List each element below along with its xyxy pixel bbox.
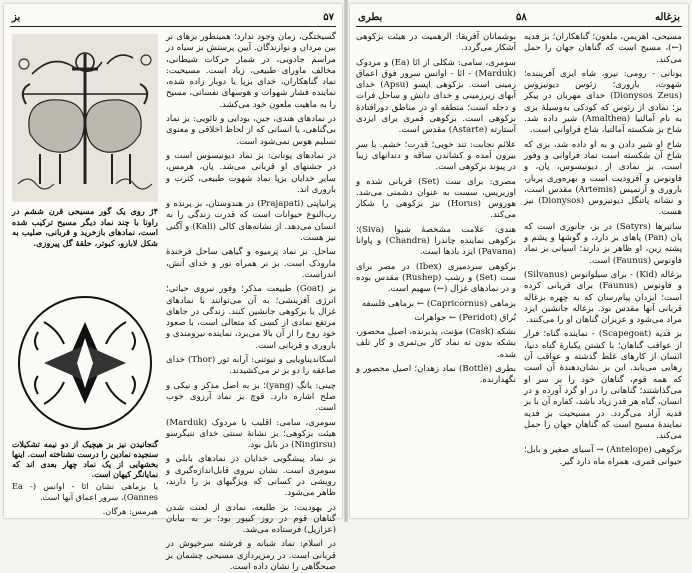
right-page [350, 4, 688, 518]
right-header-left-word: بطری [358, 12, 383, 23]
right-page-header [356, 12, 682, 27]
left-header-word: بز [12, 12, 21, 23]
left-col-paragraph: در اسلام: نماد شبانه و فرشته سرخپوش در قربانی است. در رمزپردازی مسیحی چشمان بز صبحگاهی را نشان داده است. [166, 539, 336, 573]
right-col-paragraph: شاخ او شیر دادن و به او داده شد، بزی که شاخ آن شکسته است نماد فراوانی و وفور است، بز نمادی از دیونیسوس، پان، و فاونوس و آفرودیت است و بهره‌وری پربار، باروری و آرتمیس (Artemis) مقدس است، و نشانه پاتنگل دیونیزوس (Dionysos) نیز هست. [524, 139, 682, 218]
left-col-paragraph: در یهودیت: بز طلیعه، نمادی از لعنت شدن گناهان قوم در روز کیپور بود؛ بز به بیابان (عزازیل) فرستاده می‌شد. [166, 502, 336, 536]
zodiac-line: بزماهی (Capricornus) ← بزماهی فلسفه [361, 298, 516, 309]
left-col-paragraph: مصری: برای ست (Set) قربانی شده و اوزیریس، سست به عنوان دشمنی می‌شد. هوروس (Horus) نیز بزکوهی را شکار می‌کند. [356, 176, 516, 221]
ea-oannes-figure [14, 292, 156, 434]
figure2-caption: گنجانیدن نیز بز هیچیک از دو نیمه تشکیلات سنجیده نمادین را درست نشناخته است. اینها بخشهایی از یک نماد چهار بعدی اند که نمایانگر کیهان است. [12, 440, 158, 479]
left-col-paragraph: گسیختگی، زمان وجود ندارد؛ همینطور بزهای نر بین مردان و نوازندگان. آیین پرستش بز سیاه در مراسم جادویی، در شمار حرکات شیطانی، مخالف ماورای طبیعی، زیاد است. مسیحیت: نماد گناهکاران، خدای بزپا یا دوبار زاده شده، نماینده فشار شهوات و هوسهای نفسانی، مسیح را به ماهیت ملعون خود می‌کشد. [166, 32, 336, 110]
left-col-paragraph: بز نماد پیشگویی خدایان در نمادهای بابلی و سومری است. نشان نیروی قابل‌اندازه‌گیری و رویشی در کسانی که ویژگیهای بز را دارند، ظاهر می‌شود. [166, 454, 336, 499]
left-col-paragraph: سومری، سامی: شکلی از ائا (Ea) و مردوک (Marduk) - ائا - اوانس سرور فوق اعماق زمینی است. بزکوهی اپسو (Apsu) خدای آبهای زیرزمینی و خدای دانش و ساحل فرات و دجله است؛ منطقه او در مناطق دورافتادهٔ بزکوهی است. بزکوهی قمری برای ایزدی آستارته (Astarte) مقدس است. [356, 57, 516, 136]
right-page-number: ۵۸ [516, 12, 527, 23]
figure1-caption: ۴ژ روی یک گور مسیحی قرن ششم در راونا با چند نماد دیگر مسیح ترکیب شده است، نمادهای بازخرید و قربانی، صلیب به شکل لابارو، کبوتر، حلقهٔ گل پیروزی. [12, 206, 158, 248]
scapegoat-entry: بز فدیه (Scapegoat) - نماینده گناه؛ فرار از عواقب گناهان؛ با کشتن یکبارهٔ گناه دنیا، انسان از کارهای غلط گذشته و عواقب آن رهایی می‌یابد. این بز نشان‌دهندهٔ آن است که همه قوم، گناهان خود را بر سر او می‌گذاشتند؛ گناهانی را در او گرد آورده و در انسان، گناه هر قدر زیاد باشد، کفاره آن با بز فدیه آزاد می‌گردد. در مسیحیت بز فدیه نمایندهٔ مسیح است که گناهان جهان را حمل می‌کند. [524, 329, 682, 442]
kid-entry: بزغاله (Kid) - برای سیلوانوس (Silvanus) و فاونوس (Faunus) برای قربانی کرده است؛ ایزدان پیام‌رسان که به چهره بزغاله قربانی آنها مقدس بود. بزغاله جانشین ایزد مراد می‌شود و عزیزان گناهان او را می‌کنند. [524, 269, 682, 326]
left-col-paragraph: بز (Goat) طبیعت مذکر؛ وفور نیروی حیاتی؛ انرژی آفرینشی؛ به آن می‌توانند با نمادهای غزال یا بزکوهی جانشین کنند. زندگی در جاهای مرتفع نمادی از کسی که متعالی است، با صعود خود روح را از آن بالا می‌برد، نماینده نیرومندی و باروری و قربانی است. [166, 284, 336, 351]
capricorn-entry: بزکوهی سردمیری (Ibex) در مصر برای ست (Set) و رشب (Rushep) مقدس بوده و در نمادهای غزال (←) سهیم است. [356, 261, 516, 295]
peridot-line: بُراق (Peridot) ← جواهرات [414, 312, 516, 323]
left-col-paragraph: سومری، سامی: اقلیب با مردوک (Marduk) هیئت بزکوهی؛ بز نشانهٔ سنتی خدای ننیگرسو (Ningirsu) در بابل بود. [166, 417, 336, 451]
left-col-paragraph: پرانیاپتی (Prajapati) در هندوستان، بز پرنده و رب‌النوع حیوانات است که قدرت زندگی را به انسان می‌دهد. از نشانه‌های کالی (Kali) و آگنی نیز هست. [166, 199, 336, 244]
left-col-paragraph: در نمادهای هندی، جین، بودایی و تائویی: بز نماد بی‌گناهی، یا انسانی که از لحاظ اخلاقی و معنوی تسلیم هوس نمی‌شود است. [166, 114, 336, 147]
ibex-entry: بزکوهی (Antelope) → آسیای صغیر و بابل؛ حیوانی قمری، همراه ماه دارد گیر. [524, 445, 683, 467]
left-page-header [10, 12, 336, 27]
left-col-paragraph: ساحل. بز نماد پرمیوه و گیاهی ساحل فرخندهٔ مارودک است. بز نر همراه نور و خدای آتش، اندراست. [166, 247, 336, 280]
left-page [4, 4, 342, 573]
left-col-paragraph: بوشمانان آفریقا: الرهمیت در هیئت بزکوهی آشکار می‌گردد. [356, 32, 516, 54]
goat-relief-figure [12, 34, 158, 202]
left-text-column [166, 32, 336, 573]
left-col-paragraph: چینی: یانگ (yang)؛ بز به اصل مذکر و نیکی و صلح اشاره دارد. قوچ بز نماد آرزوی خوب است. [166, 380, 336, 414]
left-col-paragraph: اسکاندیناویایی و تیوتنی: آرابه ثور (Thor) خدای صاعقه را دو بز نر می‌کشیدند. [166, 355, 336, 377]
left-col-paragraph: هندی: علامت مشخصهٔ شیوا (Siva)؛ بزکوهی نماینده چاندرا (Chandra) و پاوانا (Pavana) ایزد بادها است. [356, 224, 516, 258]
right-col-paragraph: ساتیرها (Satyrs) در بز، جانوری است که پان (Pan) پاهای بز دارد، و گوشها و پشم و پشته زین، او ظاهر بز دارند؛ اسپانی بز نماد فاونوس (Faunus) است. [524, 221, 683, 266]
right-col-paragraph: مسیحی، اهریمن، ملعون؛ گناهکاران؛ بز فدیه (←)، مسیح است که گناهان جهان را حمل می‌کند. [524, 32, 682, 65]
right-header-right-word: بزغاله [655, 12, 680, 23]
left-page-number: ۵۷ [323, 12, 334, 23]
left-column [356, 32, 516, 512]
herm-line: هیرمس: هرگان. [102, 506, 158, 516]
left-col-paragraph: علائم نجابت: تند خویی؛ قدرت؛ خشم. با سر بیرون آمده و کشاندن ساقه و دندانهای زیبا در پیوند بزکوهی است. [356, 139, 516, 173]
ea-oannes-line: یا بزماهی نشان ائا - اوانس (Ea - Oannes)، سرور اعماق آبها است. [12, 481, 158, 502]
book-spine [344, 0, 348, 522]
right-col-paragraph: یونانی - رومی: نیرو، شاه ایزی آفریننده؛ شهوت، باروری؛ زئوس دیونیزوس (Dionysos Zeus) خدای مهربان در پیکر بز؛ نمادی از زئوس که کودکی به‌وسیلهٔ بزی به نام آمالتیا (Amalthea) شیر داده شد. شاخ بز شکسته آمالتیا، شاخ فراوانی است. [524, 68, 682, 136]
left-col-paragraph: در نمادهای یونانی: بز نماد دیونیسوس است و در جشنهای او قربانی می‌شد. پان، هرمس، سایر خدایان بزپا نماد شهوت طبیعی، کثرت و باروری اند. [166, 150, 336, 195]
cask-entry: بشکه (Cask) مؤنث، پذیرنده، اصیل محصور، بشکه بدون ته نماد کار بی‌ثمری و کار تلف شده. [356, 327, 516, 360]
right-column [524, 32, 682, 512]
bottle-entry: بطری (Bottle) نماد زهدان؛ اصیل محصور و نگهدارنده. [356, 364, 516, 386]
